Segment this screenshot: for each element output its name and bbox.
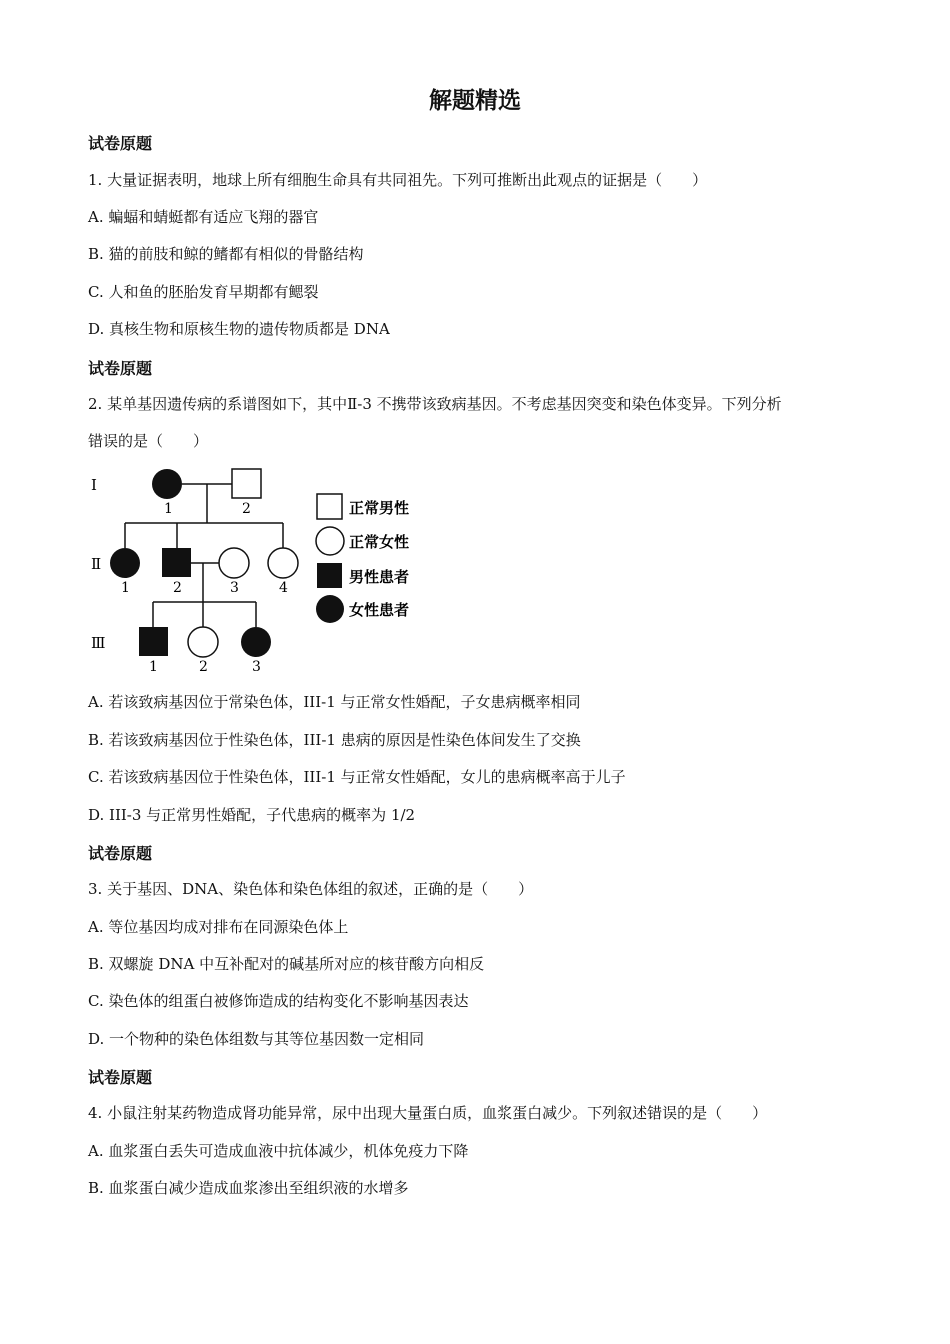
q2-option-c: C. 若该致病基因位于性染色体，III-1 与正常女性婚配，女儿的患病概率高于儿子 [88, 768, 626, 786]
q1-option-c: C. 人和鱼的胚胎发育早期都有鳃裂 [88, 283, 319, 301]
gen1-female-affected [152, 469, 182, 499]
gen2-num-4: 4 [279, 580, 288, 596]
section-heading-3: 试卷原题 [88, 844, 153, 863]
legend-normal-male-symbol [317, 494, 342, 519]
gen3-female-normal-2 [188, 627, 218, 657]
gen2-num-2: 2 [173, 580, 182, 596]
q1-option-d: D. 真核生物和原核生物的遗传物质都是 DNA [88, 320, 390, 338]
q1-option-a: A. 蝙蝠和蜻蜓都有适应飞翔的器官 [88, 208, 319, 226]
legend-affected-male: 男性患者 [349, 568, 410, 586]
q3-option-b: B. 双螺旋 DNA 中互补配对的碱基所对应的核苷酸方向相反 [88, 955, 485, 973]
gen2-female-affected-1 [110, 548, 140, 578]
q4-option-a: A. 血浆蛋白丢失可造成血液中抗体减少，机体免疫力下降 [88, 1142, 469, 1160]
q2-stem-line2: 错误的是（ ） [88, 432, 209, 450]
gen-label-2: Ⅱ [91, 555, 102, 573]
section-heading-4: 试卷原题 [88, 1068, 153, 1087]
q4-option-b: B. 血浆蛋白减少造成血浆渗出至组织液的水增多 [88, 1179, 409, 1197]
q1-option-b: B. 猫的前肢和鲸的鳍都有相似的骨骼结构 [88, 245, 364, 263]
q2-stem-line1: 2. 某单基因遗传病的系谱图如下，其中Ⅱ-3 不携带该致病基因。不考虑基因突变和染色体变异。下列分析 [88, 395, 782, 413]
gen2-num-3: 3 [230, 580, 239, 596]
gen3-female-affected-3 [241, 627, 271, 657]
q3-stem: 3. 关于基因、DNA、染色体和染色体组的叙述，正确的是（ ） [88, 880, 534, 898]
gen1-num-1: 1 [164, 501, 173, 517]
gen-label-1: Ⅰ [91, 476, 97, 494]
legend-normal-male: 正常男性 [349, 499, 410, 517]
legend-normal-female: 正常女性 [349, 533, 410, 551]
q2-option-b: B. 若该致病基因位于性染色体，III-1 患病的原因是性染色体间发生了交换 [88, 731, 581, 749]
q2-option-a: A. 若该致病基因位于常染色体，III-1 与正常女性婚配，子女患病概率相同 [88, 693, 581, 711]
gen2-num-1: 1 [121, 580, 130, 596]
q3-option-a: A. 等位基因均成对排布在同源染色体上 [88, 918, 349, 936]
gen3-num-2: 2 [199, 659, 208, 675]
q4-stem: 4. 小鼠注射某药物造成肾功能异常，尿中出现大量蛋白质，血浆蛋白减少。下列叙述错误的是（ ） [88, 1104, 768, 1122]
legend-affected-female-symbol [316, 595, 344, 623]
q1-stem: 1. 大量证据表明，地球上所有细胞生命具有共同祖先。下列可推断出此观点的证据是（ ） [88, 171, 708, 189]
pedigree-diagram [80, 462, 440, 680]
gen2-female-normal-4 [268, 548, 298, 578]
section-heading-2: 试卷原题 [88, 359, 153, 378]
legend-normal-female-symbol [316, 527, 344, 555]
gen3-num-1: 1 [149, 659, 158, 675]
q2-option-d: D. III-3 与正常男性婚配，子代患病的概率为 1/2 [88, 806, 416, 824]
gen2-female-normal-3 [219, 548, 249, 578]
q3-option-c: C. 染色体的组蛋白被修饰造成的结构变化不影响基因表达 [88, 992, 469, 1010]
legend-affected-male-symbol [317, 563, 342, 588]
gen3-num-3: 3 [252, 659, 261, 675]
q3-option-d: D. 一个物种的染色体组数与其等位基因数一定相同 [88, 1030, 425, 1048]
gen3-male-affected-1 [139, 627, 168, 656]
legend-affected-female: 女性患者 [349, 601, 410, 619]
gen1-num-2: 2 [242, 501, 251, 517]
section-heading-1: 试卷原题 [88, 134, 153, 153]
gen1-male-normal [232, 469, 261, 498]
gen-label-3: Ⅲ [91, 634, 106, 652]
document-title: 解题精选 [429, 88, 521, 114]
gen2-male-affected-2 [162, 548, 191, 577]
